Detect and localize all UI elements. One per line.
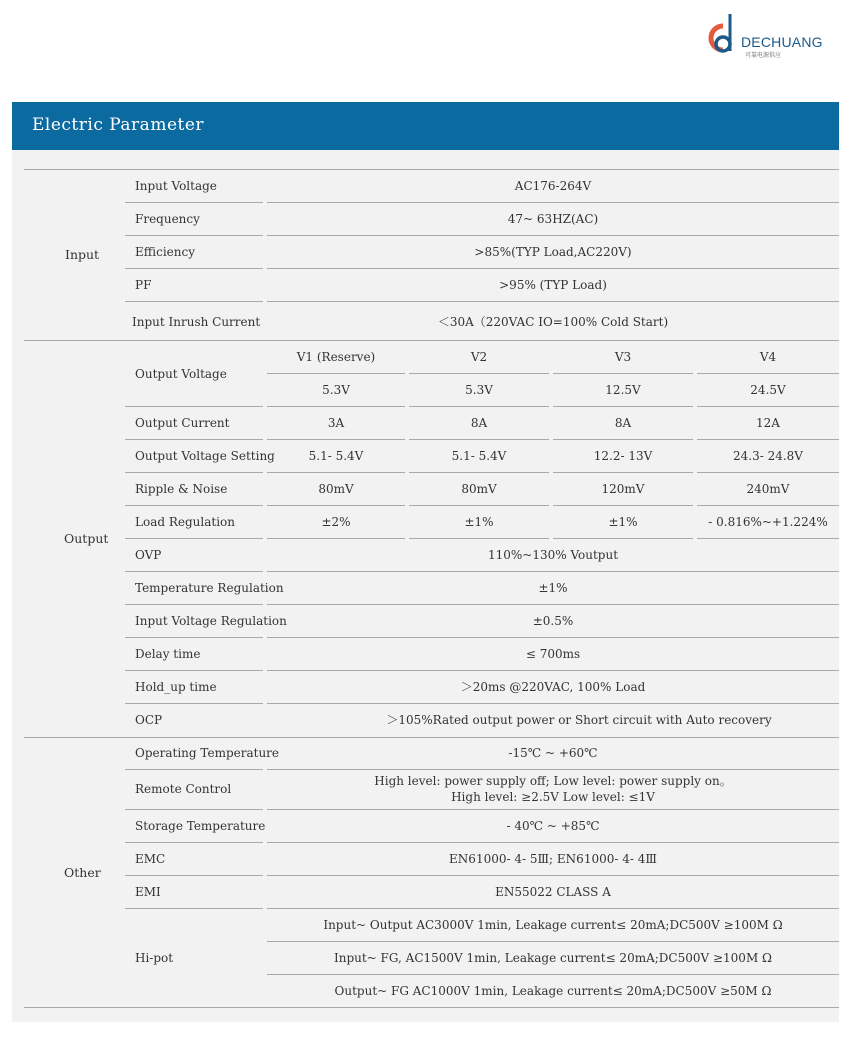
row-divider	[697, 373, 839, 374]
row-divider	[409, 406, 549, 407]
row-divider	[553, 538, 693, 539]
v2-ripple: 80mV	[461, 482, 497, 496]
row-divider	[697, 439, 839, 440]
row-divider	[125, 268, 263, 269]
row-divider	[553, 373, 693, 374]
row-divider	[267, 842, 839, 843]
v1-setting: 5.1- 5.4V	[308, 449, 364, 463]
row-divider	[267, 769, 839, 770]
row-divider	[267, 637, 839, 638]
row-divider	[24, 169, 839, 170]
v3-ripple: 120mV	[601, 482, 645, 496]
delay-time-label: Delay time	[135, 647, 201, 661]
row-divider	[267, 571, 839, 572]
section-divider	[24, 737, 839, 738]
v1-header: V1 (Reserve)	[296, 350, 376, 364]
row-divider	[267, 703, 839, 704]
v4-current: 12A	[756, 416, 780, 430]
row-divider	[267, 202, 839, 203]
row-divider	[267, 235, 839, 236]
row-divider	[125, 571, 263, 572]
row-divider	[267, 268, 839, 269]
v4-voltage: 24.5V	[750, 383, 786, 397]
row-divider	[409, 472, 549, 473]
row-divider	[697, 472, 839, 473]
row-divider	[267, 373, 405, 374]
ovp-label: OVP	[135, 548, 162, 562]
inrush-current-label: Input Inrush Current	[132, 315, 261, 329]
v1-ripple: 80mV	[318, 482, 354, 496]
inrush-current-value: ＜30A（220VAC IO=100% Cold Start)	[437, 315, 669, 329]
pf-value: >95% (TYP Load)	[499, 278, 607, 292]
frequency-value: 47~ 63HZ(AC)	[507, 212, 599, 226]
frequency-label: Frequency	[135, 212, 200, 226]
hipot-value-1: Input~ Output AC3000V 1min, Leakage current≤ 20mA;DC500V ≥100M Ω	[323, 918, 783, 932]
row-divider	[267, 974, 839, 975]
v4-header: V4	[759, 350, 777, 364]
v3-setting: 12.2- 13V	[593, 449, 653, 463]
emc-label: EMC	[135, 852, 166, 866]
row-divider	[125, 505, 263, 506]
efficiency-label: Efficiency	[135, 245, 196, 259]
row-divider	[553, 406, 693, 407]
storage-temperature-value: - 40℃ ~ +85℃	[506, 819, 600, 833]
v4-setting: 24.3- 24.8V	[733, 449, 803, 463]
row-divider	[267, 941, 839, 942]
row-divider	[125, 202, 263, 203]
hipot-label: Hi-pot	[135, 951, 174, 965]
row-divider	[697, 406, 839, 407]
ocp-value: ＞105%Rated output power or Short circuit with Auto recovery	[386, 713, 772, 727]
output-current-label: Output Current	[135, 416, 230, 430]
v4-ripple: 240mV	[746, 482, 790, 496]
brand-name: DECHUANG	[741, 34, 823, 50]
delay-time-value: ≤ 700ms	[525, 647, 581, 661]
temperature-regulation-label: Temperature Regulation	[135, 581, 284, 595]
row-divider	[125, 842, 263, 843]
row-divider	[125, 637, 263, 638]
section-divider	[24, 1007, 839, 1008]
load-regulation-label: Load Regulation	[135, 515, 235, 529]
ocp-label: OCP	[135, 713, 163, 727]
row-divider	[267, 301, 839, 302]
row-divider	[409, 373, 549, 374]
v2-voltage: 5.3V	[465, 383, 493, 397]
row-divider	[267, 875, 839, 876]
row-divider	[125, 604, 263, 605]
hipot-value-3: Output~ FG AC1000V 1min, Leakage current≤ 20mA;DC500V ≥50M Ω	[334, 984, 772, 998]
v2-setting: 5.1- 5.4V	[451, 449, 507, 463]
input-voltage-regulation-value: ±0.5%	[532, 614, 574, 628]
efficiency-value: >85%(TYP Load,AC220V)	[474, 245, 632, 259]
row-divider	[125, 439, 263, 440]
remote-control-line1: High level: power supply off; Low level: power supply on。	[374, 774, 732, 788]
title-banner	[12, 102, 839, 150]
operating-temperature-label: Operating Temperature	[135, 746, 280, 760]
row-divider	[125, 406, 263, 407]
v4-load-regulation: - 0.816%~+1.224%	[708, 515, 828, 529]
section-divider	[24, 340, 839, 341]
row-divider	[553, 472, 693, 473]
temperature-regulation-value: ±1%	[538, 581, 568, 595]
row-divider	[697, 505, 839, 506]
row-divider	[125, 670, 263, 671]
v1-voltage: 5.3V	[322, 383, 350, 397]
row-divider	[125, 703, 263, 704]
v3-load-regulation: ±1%	[608, 515, 638, 529]
holdup-time-label: Hold_up time	[135, 680, 217, 694]
row-divider	[125, 538, 263, 539]
brand-tagline: 可靠电源供应	[745, 52, 782, 59]
v3-voltage: 12.5V	[605, 383, 641, 397]
operating-temperature-value: -15℃ ~ +60℃	[508, 746, 598, 760]
row-divider	[409, 439, 549, 440]
holdup-time-value: ＞20ms @220VAC, 100% Load	[460, 680, 646, 694]
v3-header: V3	[614, 350, 632, 364]
ripple-noise-label: Ripple & Noise	[135, 482, 228, 496]
pf-label: PF	[135, 278, 152, 292]
output-voltage-label: Output Voltage	[135, 367, 227, 381]
row-divider	[125, 875, 263, 876]
row-divider	[125, 809, 263, 810]
input-voltage-regulation-label: Input Voltage Regulation	[135, 614, 287, 628]
row-divider	[267, 908, 839, 909]
v2-current: 8A	[470, 416, 488, 430]
v2-header: V2	[470, 350, 488, 364]
row-divider	[125, 769, 263, 770]
v1-current: 3A	[327, 416, 345, 430]
row-divider	[125, 908, 263, 909]
emi-value: EN55022 CLASS A	[495, 885, 611, 899]
v3-current: 8A	[614, 416, 632, 430]
row-divider	[409, 505, 549, 506]
row-divider	[125, 235, 263, 236]
row-divider	[125, 301, 263, 302]
page-title: Electric Parameter	[32, 115, 205, 135]
row-divider	[409, 538, 549, 539]
row-divider	[697, 538, 839, 539]
input-voltage-value: AC176-264V	[514, 179, 592, 193]
row-divider	[267, 472, 405, 473]
row-divider	[267, 406, 405, 407]
v2-load-regulation: ±1%	[464, 515, 494, 529]
row-divider	[553, 439, 693, 440]
emi-label: EMI	[135, 885, 161, 899]
hipot-value-2: Input~ FG, AC1500V 1min, Leakage current≤ 20mA;DC500V ≥100M Ω	[333, 951, 772, 965]
section-input-label: Input	[65, 247, 100, 262]
row-divider	[267, 809, 839, 810]
remote-control-label: Remote Control	[135, 782, 232, 796]
row-divider	[267, 505, 405, 506]
row-divider	[267, 538, 405, 539]
row-divider	[267, 439, 405, 440]
row-divider	[267, 604, 839, 605]
row-divider	[125, 472, 263, 473]
row-divider	[267, 670, 839, 671]
ovp-value: 110%~130% Voutput	[487, 548, 619, 562]
voltage-setting-label: Output Voltage Setting	[135, 449, 275, 463]
parameter-table	[12, 150, 839, 1022]
storage-temperature-label: Storage Temperature	[135, 819, 266, 833]
row-divider	[553, 505, 693, 506]
emc-value: EN61000- 4- 5Ⅲ; EN61000- 4- 4Ⅲ	[449, 852, 657, 866]
section-other-label: Other	[64, 865, 101, 880]
remote-control-line2: High level: ≥2.5V Low level: ≤1V	[451, 790, 655, 804]
section-output-label: Output	[64, 531, 109, 546]
input-voltage-label: Input Voltage	[135, 179, 217, 193]
v1-load-regulation: ±2%	[321, 515, 351, 529]
